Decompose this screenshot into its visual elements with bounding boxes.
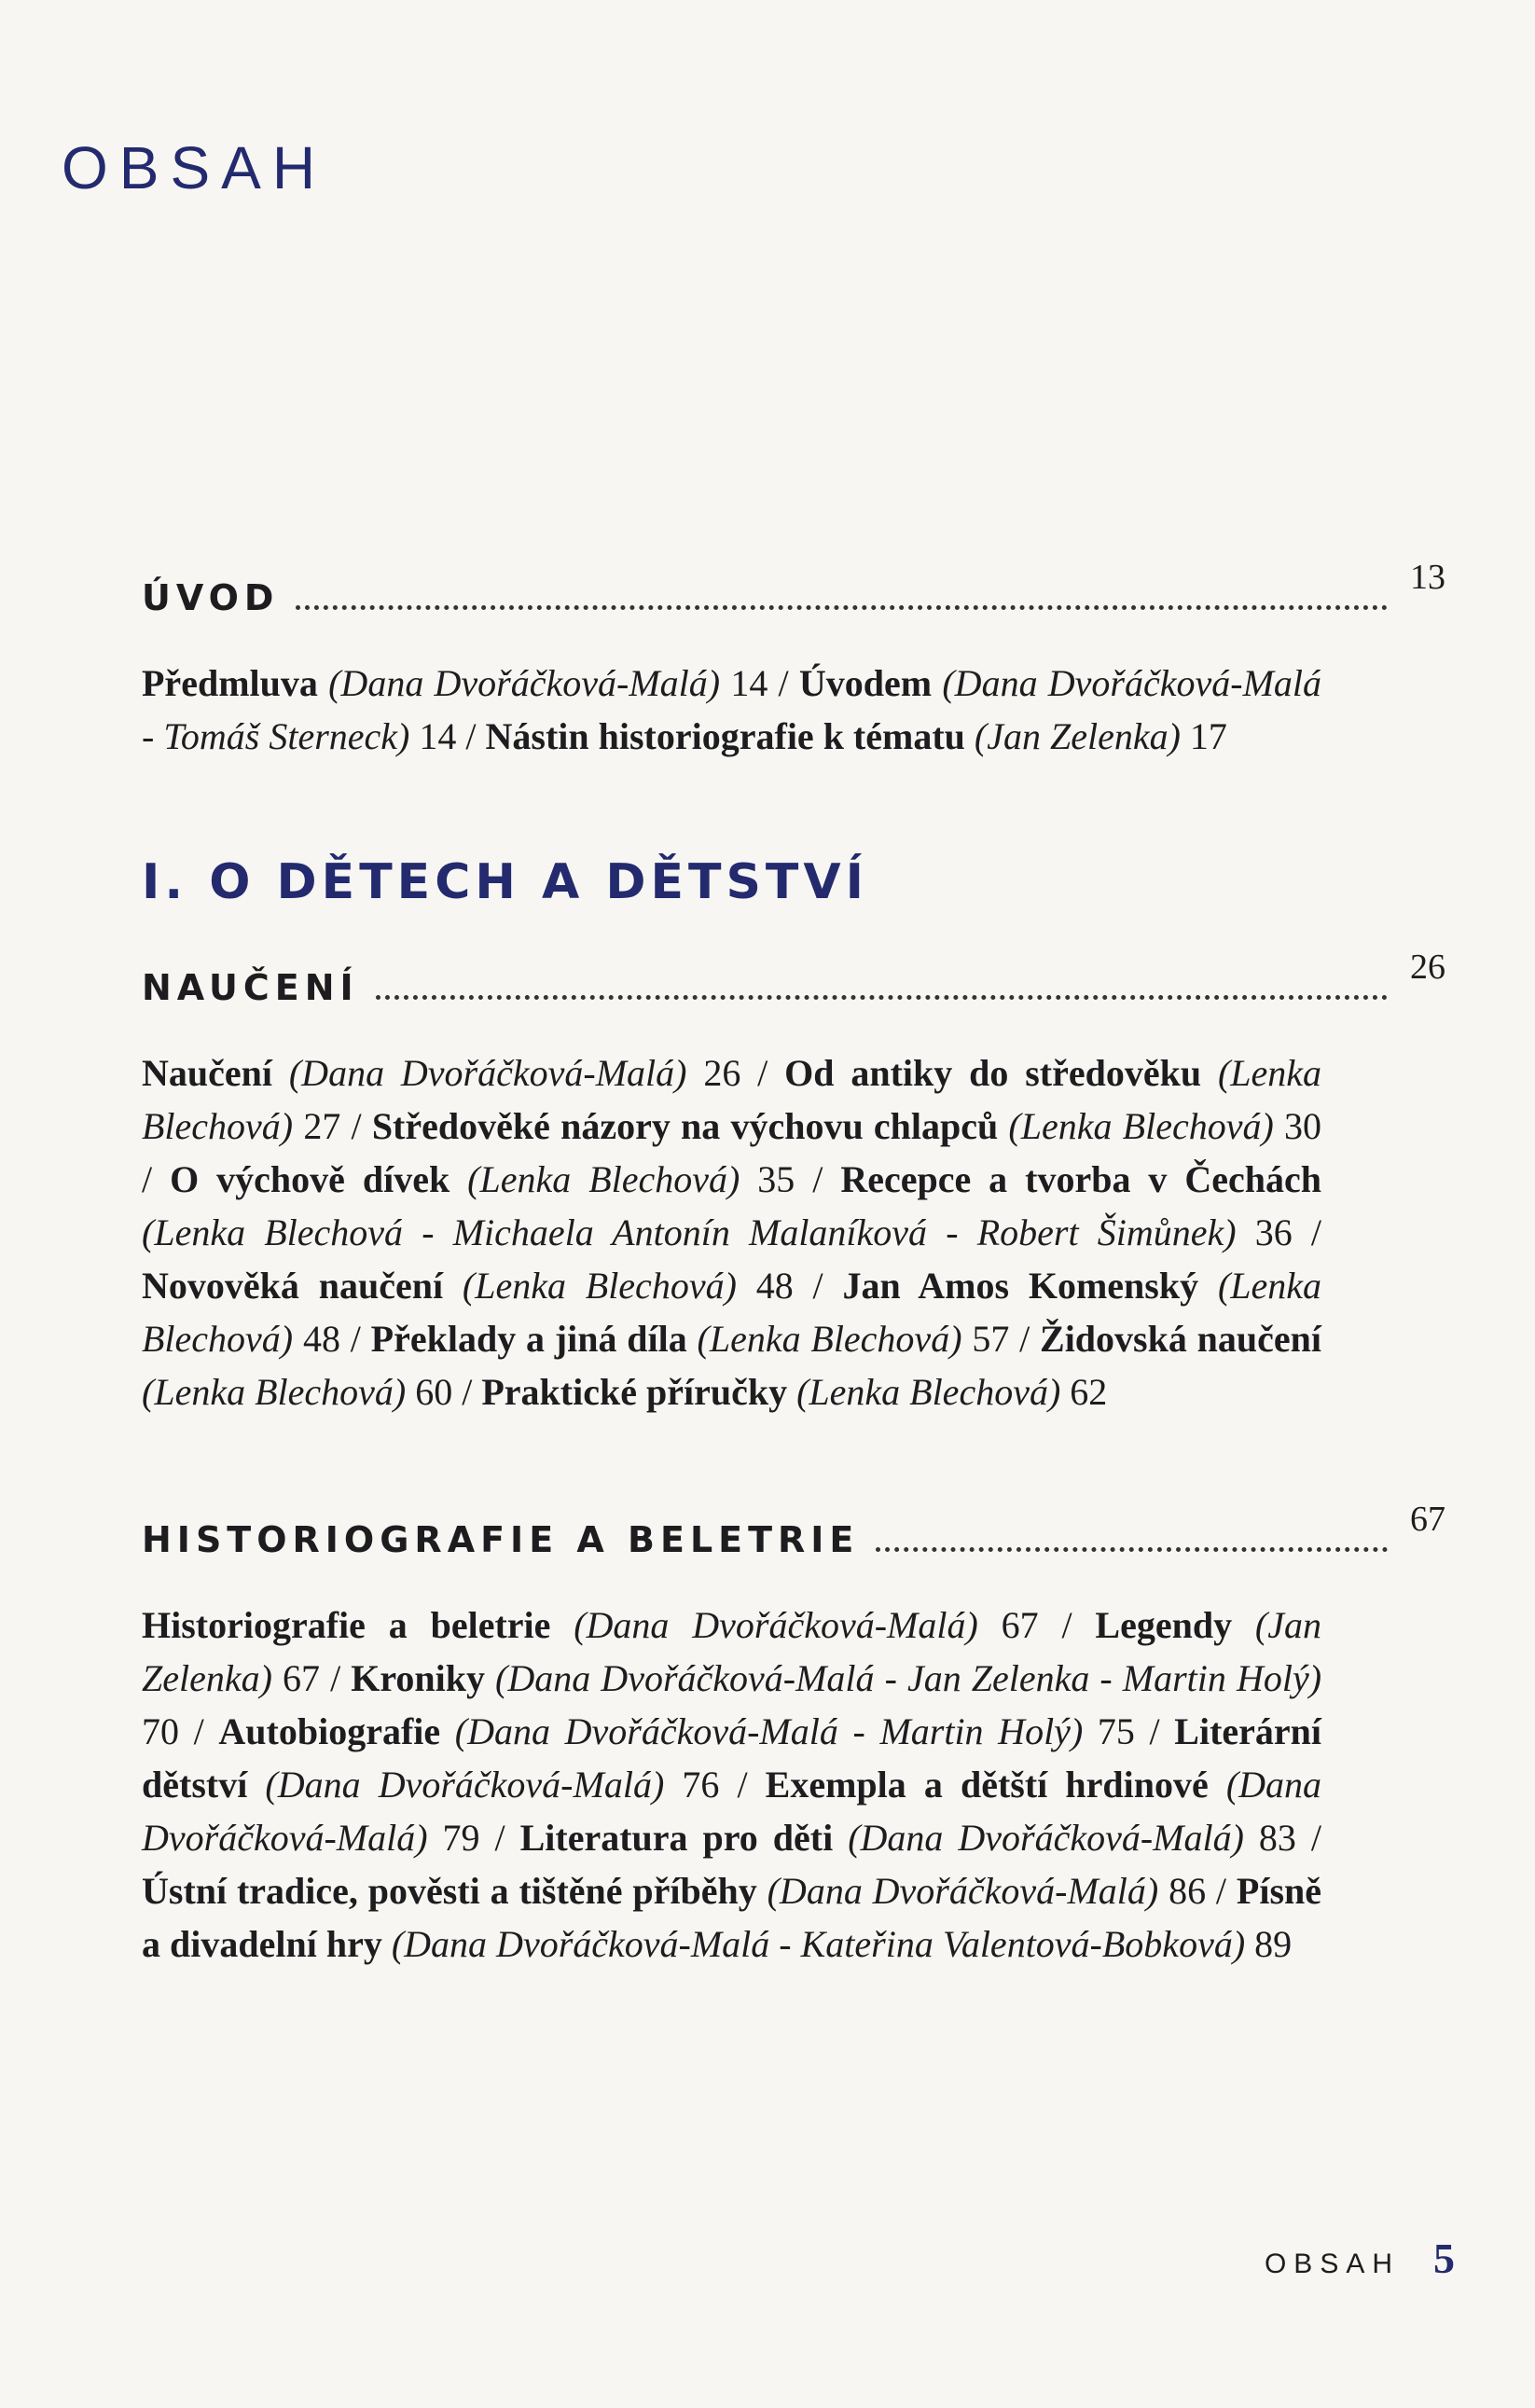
entry-author: (Lenka Blechová) [1008, 1105, 1274, 1147]
entry-separator: / [1295, 1817, 1322, 1859]
entry-page-number: 89 [1254, 1923, 1293, 1965]
toc-section-historiografie [142, 1502, 1445, 1971]
entry-title: Předmluva [142, 662, 318, 704]
entry-separator: / [1134, 1710, 1175, 1752]
part-heading: I. O DĚTECH A DĚTSTVÍ [142, 854, 868, 910]
section-heading-row [142, 1500, 1445, 1560]
entry-page-number: 26 [703, 1052, 741, 1094]
section-heading-row [142, 948, 1445, 1008]
toc-section-uvod [142, 560, 1445, 763]
entry-author: (Lenka Blechová) [462, 1265, 737, 1307]
entry-separator: / [452, 1371, 482, 1413]
entry-separator: / [1038, 1604, 1096, 1646]
entry-title: Písně a divadelní hry [142, 1870, 1322, 1965]
entry-author: (Dana Dvořáčková-Malá) [288, 1052, 687, 1094]
entry-title: Kroniky [351, 1657, 485, 1699]
entry-title: Středověké názory na výchovu chlapců [371, 1105, 999, 1147]
entry-page-number: 62 [1070, 1371, 1108, 1413]
entry-author: (Lenka Blechová) [796, 1371, 1061, 1413]
entry-title: Ústní tradice, pověsti a tištěné příběhy [142, 1870, 757, 1912]
entry-title: O výchově dívek [170, 1158, 450, 1200]
entry-page-number: 14 [730, 662, 768, 704]
entry-author: (Jan Zelenka) [974, 715, 1181, 757]
entry-title: Literární dětství [142, 1710, 1322, 1806]
section-title: ÚVOD [142, 577, 280, 618]
entry-author: (Dana Dvořáčková-Malá - Kateřina Valentová-Bobková) [391, 1923, 1246, 1965]
entry-separator: / [1292, 1211, 1322, 1253]
entry-author: (Dana Dvořáčková-Malá) [328, 662, 721, 704]
dot-leader [876, 1547, 1388, 1552]
entry-list [142, 1598, 1321, 1971]
section-heading-row [142, 560, 1445, 616]
entry-separator: / [340, 1105, 372, 1147]
entry-separator: / [768, 662, 799, 704]
entry-title: Praktické příručky [481, 1371, 788, 1413]
entry-title: Od antiky do středověku [784, 1052, 1202, 1094]
section-page-number: 67 [1410, 1500, 1445, 1539]
entry-page-number: 60 [415, 1371, 453, 1413]
entry-page-number: 67 [1001, 1604, 1039, 1646]
dot-leader [376, 995, 1388, 1000]
entry-author: (Lenka Blechová) [142, 1052, 1322, 1147]
entry-author: (Dana Dvořáčková-Malá) [142, 1764, 1322, 1859]
entry-list [142, 1046, 1321, 1419]
entry-separator: / [142, 1158, 171, 1200]
entry-author: (Dana Dvořáčková-Malá - Martin Holý) [454, 1710, 1084, 1752]
running-footer [1265, 2234, 1455, 2283]
entry-separator: / [339, 1318, 371, 1360]
section-title: NAUČENÍ [142, 967, 359, 1008]
entry-title: Novověká naučení [142, 1265, 444, 1307]
entry-page-number: 75 [1097, 1710, 1135, 1752]
entry-separator: / [179, 1710, 219, 1752]
entry-list [142, 657, 1321, 763]
entry-separator: / [740, 1052, 785, 1094]
entry-page-number: 14 [419, 715, 457, 757]
entry-author: (Dana Dvořáčková-Malá - Tomáš Sterneck) [142, 662, 1322, 757]
entry-title: Literatura pro děti [519, 1817, 834, 1859]
entry-title: Naučení [142, 1052, 272, 1094]
entry-page-number: 48 [302, 1318, 340, 1360]
entry-title: Překlady a jiná díla [370, 1318, 687, 1360]
entry-separator: / [795, 1158, 841, 1200]
entry-author: (Dana Dvořáčková-Malá) [574, 1604, 978, 1646]
entry-title: Židovská naučení [1040, 1318, 1322, 1360]
entry-title: Jan Amos Komenský [842, 1265, 1199, 1307]
entry-title: Historiografie a beletrie [142, 1604, 551, 1646]
entry-title: Nástin historiografie k tématu [485, 715, 965, 757]
entry-author: (Lenka Blechová) [697, 1318, 962, 1360]
entry-author: (Lenka Blechová - Michaela Antonín Malaníková - Robert Šimůnek) [142, 1211, 1237, 1253]
entry-title: Legendy [1095, 1604, 1233, 1646]
entry-separator: / [1009, 1318, 1041, 1360]
entry-page-number: 76 [682, 1764, 720, 1806]
entry-author: (Dana Dvořáčková-Malá) [848, 1817, 1244, 1859]
entry-separator: / [1206, 1870, 1237, 1912]
section-page-number: 26 [1410, 948, 1445, 987]
entry-page-number: 83 [1258, 1817, 1296, 1859]
entry-separator: / [479, 1817, 520, 1859]
entry-page-number: 35 [757, 1158, 795, 1200]
entry-page-number: 48 [755, 1265, 794, 1307]
footer-page-number: 5 [1433, 2235, 1455, 2282]
entry-title: Autobiografie [218, 1710, 441, 1752]
entry-author: (Lenka Blechová) [142, 1371, 407, 1413]
entry-title: Exempla a dětští hrdinové [765, 1764, 1209, 1806]
entry-separator: / [719, 1764, 766, 1806]
entry-author: (Lenka Blechová) [467, 1158, 740, 1200]
entry-title: Úvodem [798, 662, 933, 704]
dot-leader [296, 605, 1388, 610]
entry-author: (Dana Dvořáčková-Malá) [265, 1764, 665, 1806]
entry-page-number: 86 [1169, 1870, 1207, 1912]
page-title: OBSAH [62, 134, 327, 201]
section-page-number: 13 [1410, 558, 1445, 597]
section-title: HISTORIOGRAFIE A BELETRIE [142, 1519, 860, 1560]
entry-separator: / [320, 1657, 352, 1699]
entry-author: (Jan Zelenka) [142, 1604, 1321, 1699]
entry-page-number: 36 [1254, 1211, 1293, 1253]
entry-page-number: 79 [442, 1817, 480, 1859]
toc-section-nauceni [142, 949, 1445, 1419]
entry-page-number: 70 [142, 1710, 179, 1752]
entry-page-number: 17 [1189, 715, 1227, 757]
entry-author: (Dana Dvořáčková-Malá - Jan Zelenka - Martin Holý) [495, 1657, 1322, 1699]
entry-separator: / [456, 715, 486, 757]
entry-page-number: 67 [283, 1657, 321, 1699]
entry-page-number: 30 [1284, 1105, 1321, 1147]
entry-title: Recepce a tvorba v Čechách [840, 1158, 1321, 1200]
entry-page-number: 27 [303, 1105, 341, 1147]
entry-author: (Dana Dvořáčková-Malá) [767, 1870, 1159, 1912]
footer-label: OBSAH [1264, 2249, 1400, 2279]
entry-page-number: 57 [972, 1318, 1010, 1360]
entry-separator: / [793, 1265, 843, 1307]
entry-author: (Lenka Blechová) [142, 1265, 1322, 1360]
